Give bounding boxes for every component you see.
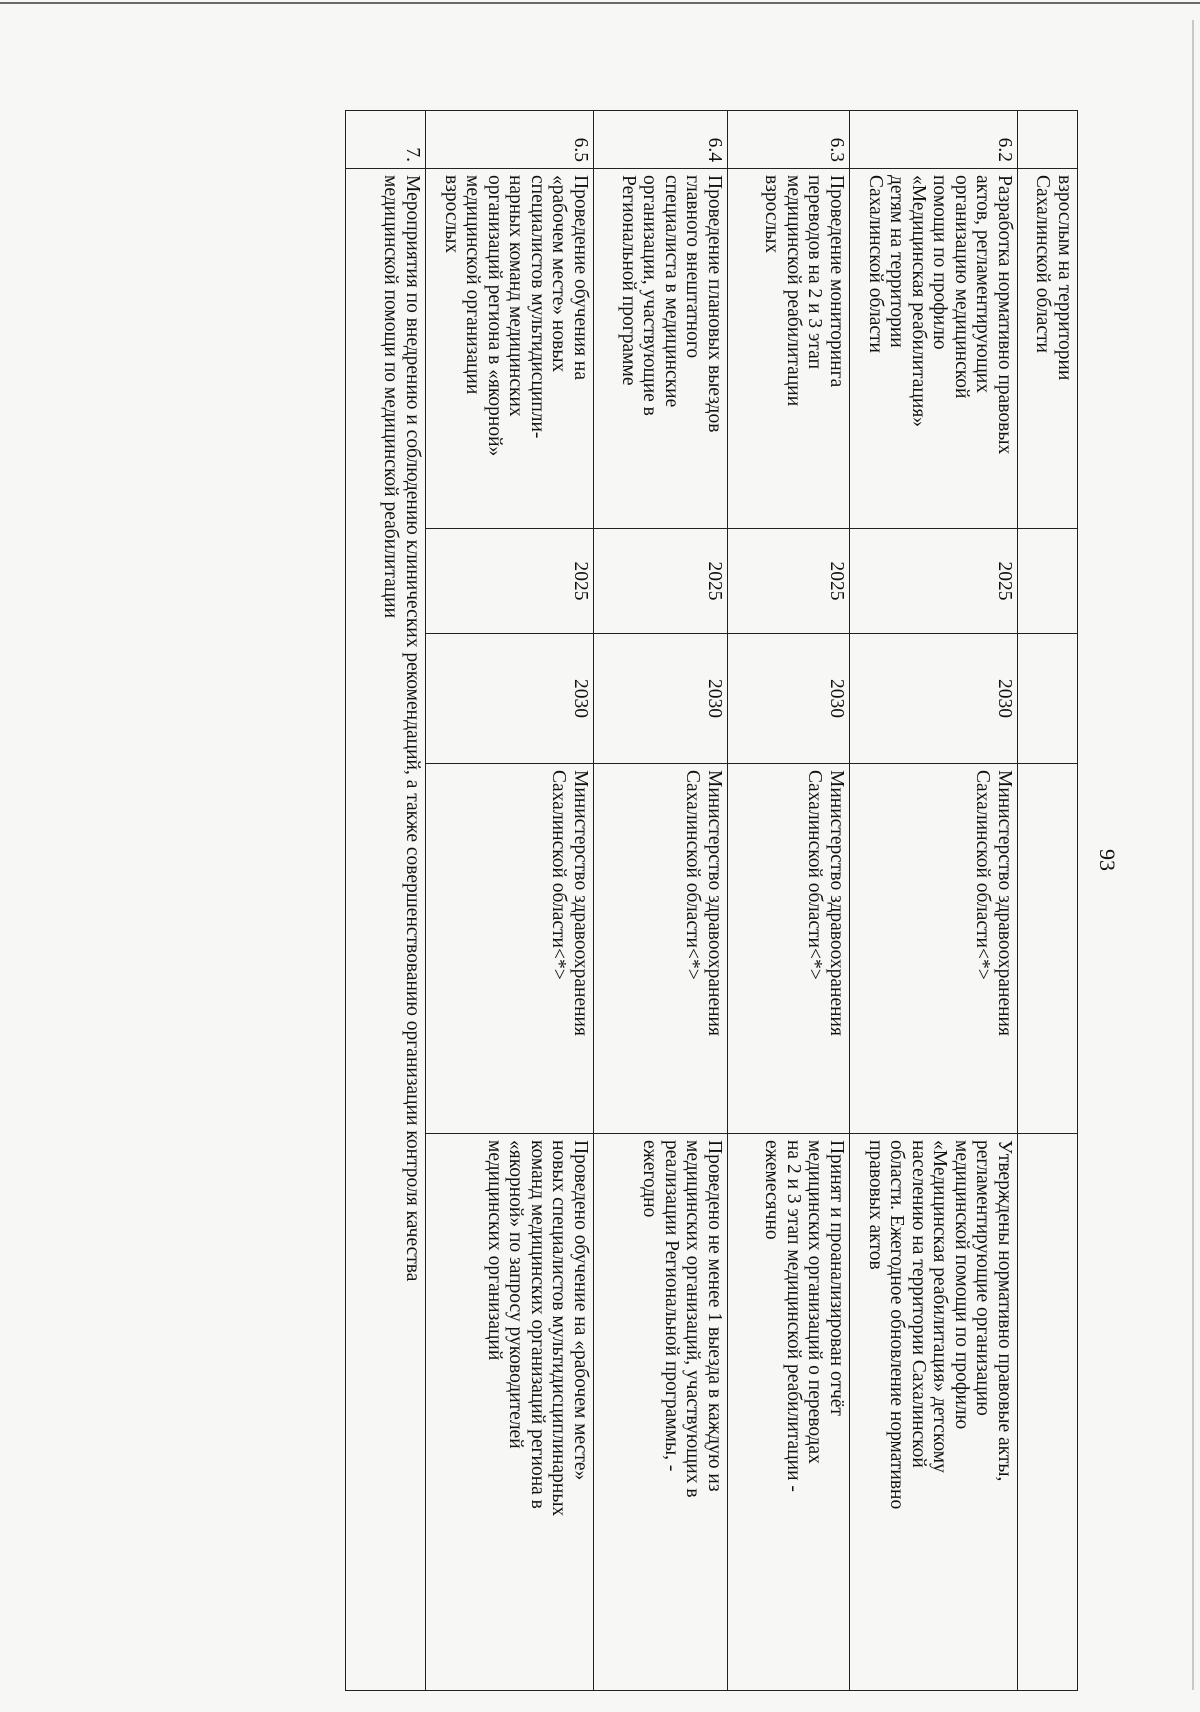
responsible-cell bbox=[1018, 764, 1078, 1134]
result-line: области. Ежегодное обновление нормативно bbox=[886, 1140, 908, 1510]
event-line: детям на территории bbox=[886, 175, 908, 348]
row-number bbox=[1018, 111, 1078, 169]
result-line: населению на территории Сахалинской bbox=[908, 1140, 929, 1468]
result-line: новых специалистов мультидисциплинарных bbox=[548, 1140, 570, 1517]
end-year: 2030 bbox=[426, 634, 594, 764]
event-line: организацию медицинской bbox=[951, 175, 972, 399]
row-number: 6.2 bbox=[850, 111, 1018, 169]
start-year: 2025 bbox=[594, 529, 728, 634]
result-cell bbox=[1018, 1134, 1078, 1691]
page-number: 93 bbox=[1095, 849, 1120, 871]
scan-top-border bbox=[0, 2, 1200, 4]
result-line: ежегодно bbox=[639, 1140, 661, 1218]
event-line: главного внештатного bbox=[682, 175, 704, 359]
event-cell bbox=[728, 169, 850, 529]
event-line: организации, участвующие в bbox=[639, 175, 661, 416]
measures-table bbox=[345, 110, 1078, 1691]
result-line: правовых актов bbox=[865, 1140, 886, 1270]
responsible-line: Сахалинской области<*> bbox=[548, 770, 570, 980]
responsible-cell bbox=[728, 764, 850, 1134]
end-year: 2030 bbox=[594, 634, 728, 764]
result-line: Проведено обучение на «рабочем месте» bbox=[570, 1140, 591, 1481]
event-line: Проведение обучения на bbox=[570, 175, 591, 380]
result-cell bbox=[728, 1134, 850, 1691]
start-year: 2025 bbox=[426, 529, 594, 634]
event-line: Разработка нормативно правовых bbox=[994, 175, 1015, 455]
responsible-line: Министерство здравоохранения bbox=[704, 770, 725, 1036]
event-line: Сахалинской области bbox=[865, 175, 886, 353]
row-number: 6.5 bbox=[426, 111, 594, 169]
start-year: 2025 bbox=[850, 529, 1018, 634]
table-row bbox=[728, 111, 850, 1691]
event-cell bbox=[426, 169, 594, 529]
row-number: 6.3 bbox=[728, 111, 850, 169]
result-cell bbox=[426, 1134, 594, 1691]
event-line: Проведение мониторинга bbox=[826, 175, 847, 388]
event-line: медицинской организации bbox=[462, 175, 484, 395]
result-line: Проведено не менее 1 выезда в каждую из bbox=[704, 1140, 725, 1492]
event-line: нарных команд медицинских bbox=[505, 175, 527, 417]
rotated-content bbox=[218, 110, 1120, 1690]
responsible-line: Сахалинской области<*> bbox=[972, 770, 994, 980]
result-line: реализации Региональной программы, - bbox=[661, 1140, 682, 1472]
result-line: «Медицинская реабилитация» детскому bbox=[929, 1140, 951, 1473]
table-row bbox=[426, 111, 594, 1691]
event-line: организаций региона в «якорной» bbox=[484, 175, 505, 457]
start-year: 2025 bbox=[728, 529, 850, 634]
event-line: Региональной программе bbox=[618, 175, 639, 386]
responsible-line: Министерство здравоохранения bbox=[994, 770, 1015, 1036]
event-line: взрослых bbox=[441, 175, 462, 254]
event-line: специалиста в медицинские bbox=[661, 175, 682, 408]
table-row bbox=[594, 111, 728, 1691]
result-cell bbox=[850, 1134, 1018, 1691]
responsible-line: Министерство здравоохранения bbox=[826, 770, 847, 1036]
event-line: «Медицинская реабилитация» bbox=[908, 175, 929, 428]
result-line: регламентирующие организацию bbox=[972, 1140, 994, 1416]
event-line: специалистов мультидисципли- bbox=[527, 175, 548, 439]
event-line: Проведение плановых выездов bbox=[704, 175, 725, 433]
result-line: Утверждены нормативно правовые акты, bbox=[994, 1140, 1015, 1482]
result-cell bbox=[594, 1134, 728, 1691]
result-line: медицинских организаций, участвующих в bbox=[682, 1140, 704, 1498]
responsible-cell bbox=[850, 764, 1018, 1134]
result-line: команд медицинских организаций региона в bbox=[527, 1140, 548, 1509]
section-title-line: медицинской помощи по медицинской реабилитации bbox=[380, 175, 402, 619]
result-line: медицинской помощи по профилю bbox=[951, 1140, 972, 1430]
section-title bbox=[346, 169, 426, 1691]
table-row bbox=[850, 111, 1018, 1691]
responsible-line: Сахалинской области<*> bbox=[804, 770, 826, 980]
end-year: 2030 bbox=[728, 634, 850, 764]
table-row bbox=[1018, 111, 1078, 1691]
scan-right-border bbox=[1192, 20, 1194, 1690]
result-line: ежемесячно bbox=[761, 1140, 783, 1240]
result-line: медицинских организаций о переводах bbox=[804, 1140, 826, 1464]
responsible-cell bbox=[594, 764, 728, 1134]
event-cell bbox=[850, 169, 1018, 529]
row-number: 6.4 bbox=[594, 111, 728, 169]
result-line: медицинских организаций bbox=[484, 1140, 505, 1361]
result-line: «якорной» по запросу руководителей bbox=[505, 1140, 527, 1449]
section-number: 7. bbox=[346, 111, 426, 169]
event-line: «рабочем месте» новых bbox=[548, 175, 570, 373]
end-year: 2030 bbox=[850, 634, 1018, 764]
responsible-cell bbox=[426, 764, 594, 1134]
responsible-line: Сахалинской области<*> bbox=[682, 770, 704, 980]
section-title-line: Мероприятия по внедрению и соблюдению клинических рекомендаций, а также совершенствованию организации контроля качества bbox=[402, 175, 423, 1282]
event-cell bbox=[594, 169, 728, 529]
measures-table-body bbox=[346, 111, 1078, 1691]
event-line: взрослым на территории bbox=[1054, 175, 1075, 381]
event-line: актов, регламентирующих bbox=[972, 175, 994, 394]
result-line: на 2 и 3 этап медицинской реабилитации - bbox=[783, 1140, 804, 1492]
event-line: медицинской реабилитации bbox=[783, 175, 804, 407]
event-line: переводов на 2 и 3 этап bbox=[804, 175, 826, 370]
event-line: Сахалинской области bbox=[1032, 175, 1054, 353]
start-year bbox=[1018, 529, 1078, 634]
event-line: помощи по профилю bbox=[929, 175, 951, 350]
event-cell bbox=[1018, 169, 1078, 529]
responsible-line: Министерство здравоохранения bbox=[570, 770, 591, 1036]
end-year bbox=[1018, 634, 1078, 764]
section-row bbox=[346, 111, 426, 1691]
event-line: взрослых bbox=[761, 175, 783, 254]
result-line: Принят и проанализирован отчёт bbox=[826, 1140, 847, 1416]
